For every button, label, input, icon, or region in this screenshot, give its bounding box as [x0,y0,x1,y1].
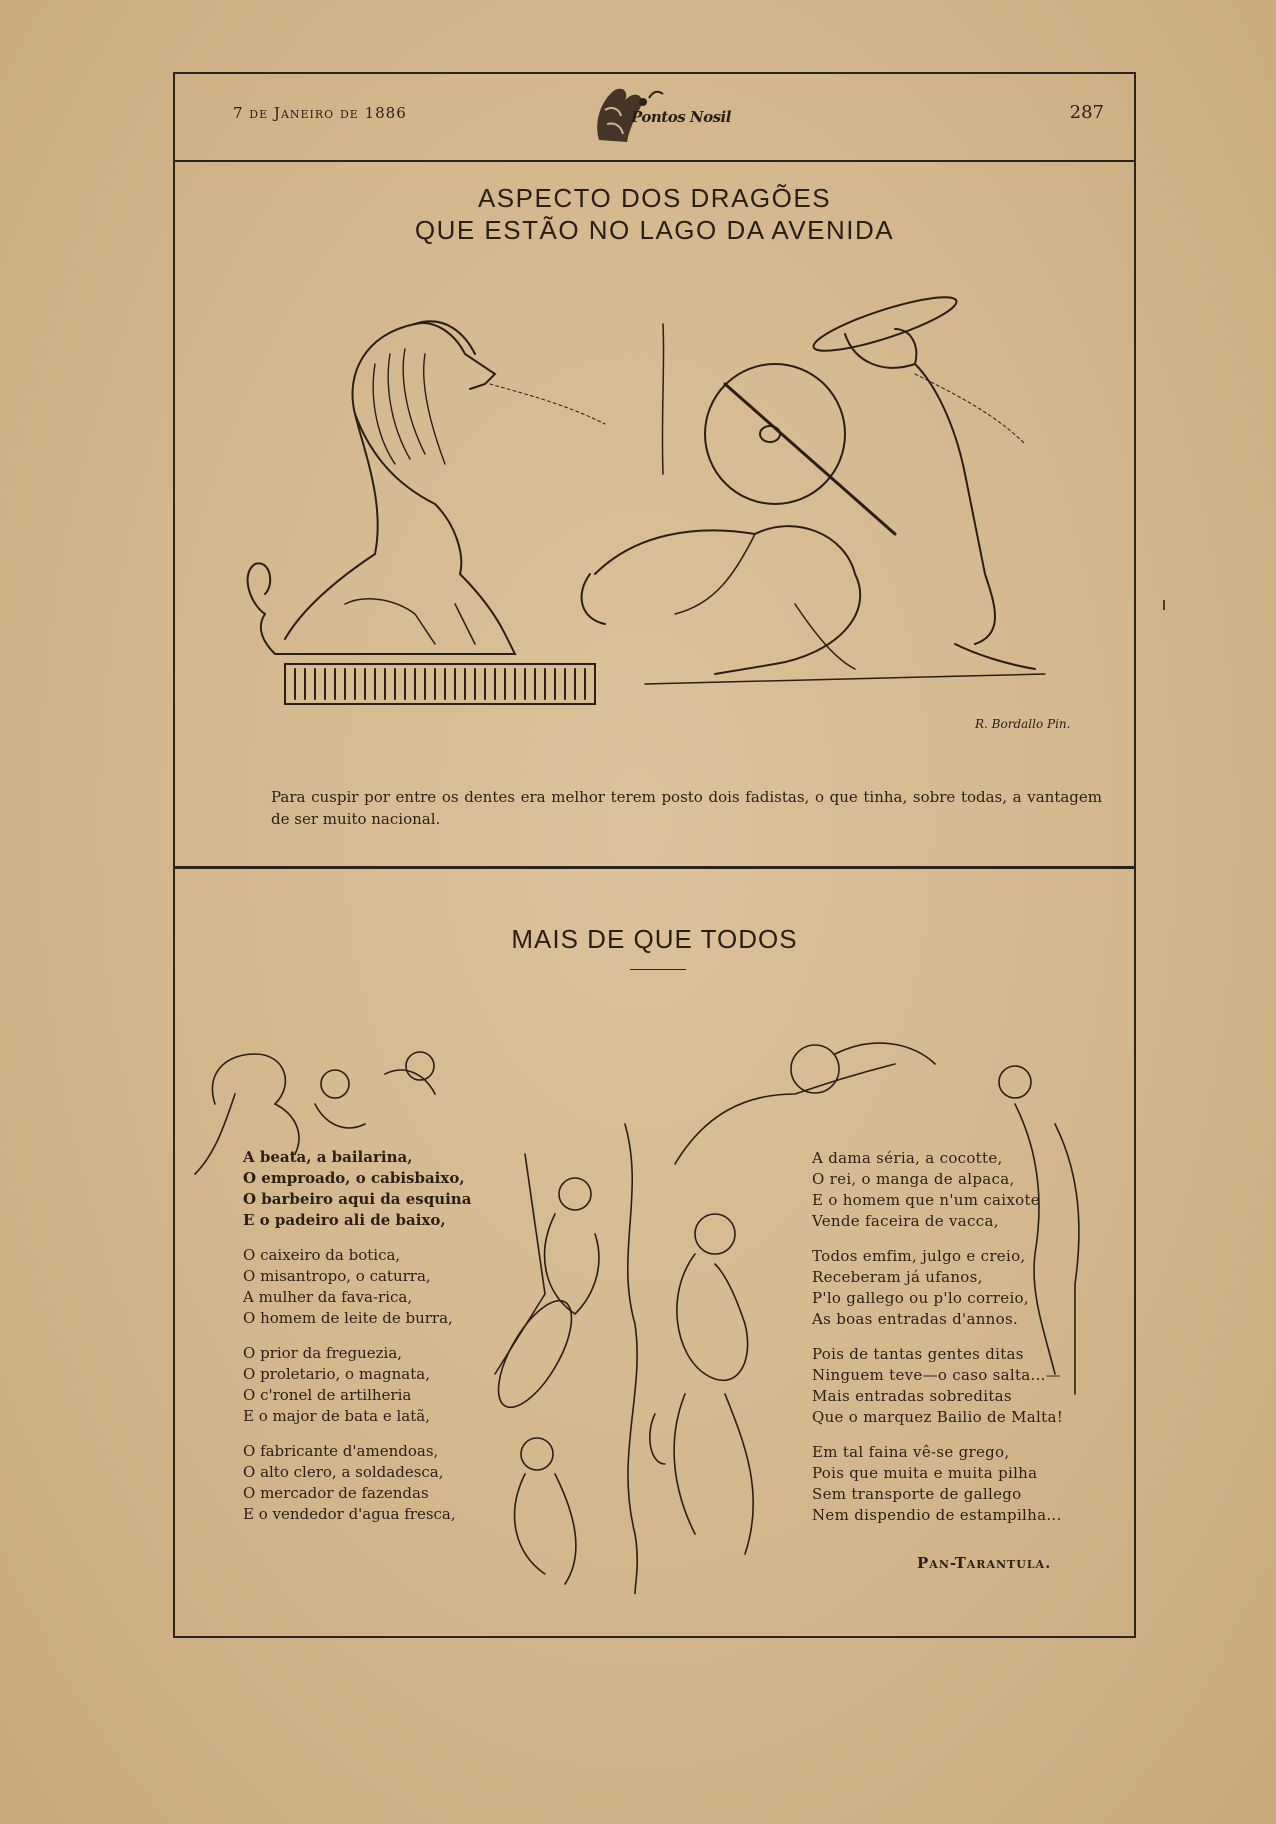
poem-stanza [243,1147,493,1231]
poem-line: E o padeiro ali de baixo, [243,1211,446,1229]
poem-line: O emproado, o cabisbaixo, [243,1169,465,1187]
poem-line: Em tal faina vê-se grego, [812,1443,1010,1461]
column-stroke-icon [625,1124,637,1594]
poem-line: O rei, o manga de alpaca, [812,1170,1015,1188]
section2-title: MAIS DE QUE TODOS [511,924,798,954]
poem-line: O misantropo, o caturra, [243,1267,431,1285]
poem-stanza [812,1246,1102,1330]
poem-stanza [812,1442,1102,1526]
poem-line: O proletario, o magnata, [243,1365,430,1383]
poem-line: O mercador de fazendas [243,1484,429,1502]
poem-line: Vende faceira de vacca, [812,1212,999,1230]
title-underline [630,969,686,970]
page-edge-mark [1163,600,1165,610]
poem-line: Todos emfim, julgo e creio, [812,1247,1026,1265]
poem-line: E o homem que n'um caixote [812,1191,1040,1209]
caption-text: Para cuspir por entre os dentes era melhor terem posto dois fadistas, o que tinha, sobre todas, a vantagem de ser muito nacional. [271,788,1102,828]
poem-line: Pois que muita e muita pilha [812,1464,1038,1482]
poem-stanza [812,1148,1102,1232]
poem-line: Ninguem teve—o caso salta...— [812,1366,1062,1384]
lion-statue-icon [248,321,605,654]
section1-title [175,182,1134,246]
masthead-title: Pontos Nosil [631,108,731,126]
poem-line: Sem transporte de gallego [812,1485,1022,1503]
poem-line: A beata, a bailarina, [243,1148,413,1166]
poem-line: Pois de tantas gentes ditas [812,1345,1024,1363]
poem-line: O alto clero, a soldadesca, [243,1463,444,1481]
poem-line: P'lo gallego ou p'lo correio, [812,1289,1029,1307]
section1-title-line1: ASPECTO DOS DRAGÕES [477,183,832,213]
poem-line: O prior da freguezia, [243,1344,403,1362]
divider-stroke [662,324,663,474]
poem-line: Mais entradas sobreditas [812,1387,1012,1405]
poem-line: Receberam já ufanos, [812,1268,983,1286]
dragons-illustration [195,274,1115,834]
poem-stanza [812,1344,1102,1428]
page-header [175,74,1134,162]
poem-signature: Pan-Tarantula. [917,1554,1052,1572]
cherub-bottle-icon [650,1214,753,1554]
artist-signature: R. Bordallo Pin. [975,717,1071,731]
section1-title-line2: QUE ESTÃO NO LAGO DA AVENIDA [414,215,895,245]
page-frame [173,72,1136,1638]
poem-right-column [812,1148,1102,1540]
poem-line: O barbeiro aqui da esquina [243,1190,472,1208]
poem-line: A dama séria, a cocotte, [812,1149,1003,1167]
poem-line: Nem dispendio de estampilha... [812,1506,1062,1524]
masthead-logo [585,80,735,154]
fadista-guitarist-icon [582,288,1045,684]
poem-line: E o major de bata e latã, [243,1407,430,1425]
issue-date: 7 de Janeiro de 1886 [233,104,407,122]
violinist-figure-icon [484,1154,599,1584]
poem-stanza [243,1245,493,1329]
section1-caption [175,786,1138,830]
poem-line: A mulher da fava-rica, [243,1288,413,1306]
section-divider [175,866,1134,869]
poem-left-column [243,1147,493,1539]
poem-line: Que o marquez Bailio de Malta! [812,1408,1064,1426]
poem-stanza [243,1343,493,1427]
page-number: 287 [1069,102,1104,123]
poem-line: O homem de leite de burra, [243,1309,453,1327]
poem-line: O fabricante d'amendoas, [243,1442,439,1460]
poem-line: As boas entradas d'annos. [812,1310,1019,1328]
poem-line: O caixeiro da botica, [243,1246,401,1264]
poem-stanza [243,1441,493,1525]
poem-line: E o vendedor d'agua fresca, [243,1505,456,1523]
poem-line: O c'ronel de artilheria [243,1386,412,1404]
